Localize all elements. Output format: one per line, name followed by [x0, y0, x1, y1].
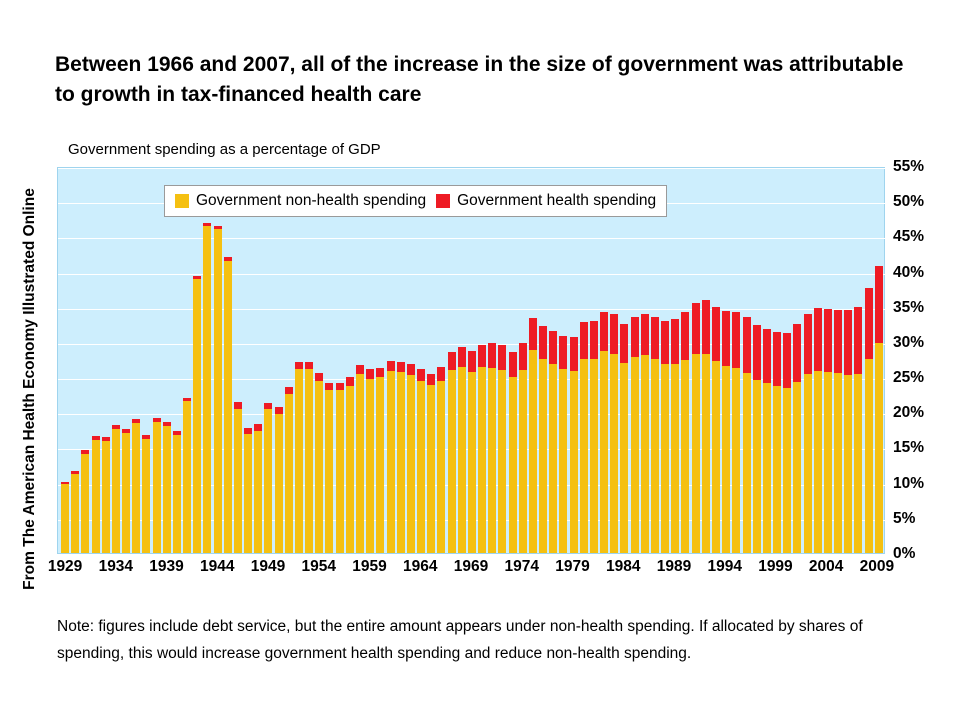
bar-segment-health: [844, 310, 852, 375]
chart-bar: [763, 329, 771, 553]
bar-segment-nonhealth: [641, 355, 649, 553]
chart-bar: [315, 373, 323, 553]
chart-bar: [834, 310, 842, 553]
bar-segment-nonhealth: [529, 350, 537, 553]
bar-segment-health: [722, 311, 730, 366]
bar-segment-health: [458, 347, 466, 367]
bar-segment-health: [498, 345, 506, 370]
bar-segment-nonhealth: [356, 374, 364, 553]
chart-bar: [356, 365, 364, 553]
bar-segment-nonhealth: [743, 373, 751, 553]
chart-bar: [783, 333, 791, 553]
legend-swatch-nonhealth-icon: [175, 194, 189, 208]
legend-item-nonhealth: [175, 192, 426, 210]
bar-segment-nonhealth: [132, 423, 140, 553]
bar-segment-nonhealth: [305, 369, 313, 553]
x-axis-tick-label: 2009: [859, 558, 895, 575]
bar-segment-health: [732, 312, 740, 368]
chart-bar: [498, 345, 506, 553]
bar-segment-nonhealth: [834, 373, 842, 553]
bar-segment-nonhealth: [814, 371, 822, 553]
bar-segment-nonhealth: [793, 382, 801, 553]
bar-segment-nonhealth: [397, 372, 405, 553]
bar-segment-nonhealth: [336, 390, 344, 553]
chart-bar: [407, 364, 415, 553]
bar-segment-health: [854, 307, 862, 373]
bar-segment-health: [549, 331, 557, 364]
bar-segment-health: [610, 314, 618, 353]
chart-bar: [549, 331, 557, 553]
chart-bar: [610, 314, 618, 553]
chart-bar: [722, 311, 730, 553]
bar-segment-nonhealth: [234, 409, 242, 553]
x-axis-tick-label: 1954: [301, 558, 337, 575]
bar-segment-nonhealth: [468, 372, 476, 553]
bar-segment-health: [437, 367, 445, 382]
bar-segment-nonhealth: [559, 369, 567, 553]
bar-segment-nonhealth: [712, 361, 720, 553]
x-axis-tick-label: 1969: [453, 558, 489, 575]
bar-segment-health: [834, 310, 842, 373]
chart-bar: [427, 374, 435, 553]
y-axis-tick-label: 45%: [893, 228, 925, 246]
chart-bar: [488, 343, 496, 553]
chart-bar: [651, 317, 659, 553]
bar-segment-health: [620, 324, 628, 363]
bar-segment-nonhealth: [722, 366, 730, 553]
chart-bar: [376, 368, 384, 553]
chart-note: Note: figures include debt service, but the entire amount appears under non-health spending. If allocated by shares of spending, this would increase government health spending and reduce non-health spending.: [57, 618, 863, 662]
chart-plot-wrapper: [57, 167, 885, 554]
bar-segment-nonhealth: [498, 370, 506, 553]
chart-bar: [773, 332, 781, 553]
chart-bar: [875, 266, 883, 553]
y-axis-tick-label: 10%: [893, 474, 925, 492]
bar-segment-nonhealth: [437, 381, 445, 553]
bar-segment-nonhealth: [346, 386, 354, 553]
chart-bar: [173, 431, 181, 553]
bar-segment-health: [488, 343, 496, 368]
bar-segment-nonhealth: [203, 226, 211, 553]
bar-segment-nonhealth: [488, 368, 496, 553]
bar-segment-nonhealth: [275, 414, 283, 553]
bar-segment-health: [519, 343, 527, 370]
chart-legend: [164, 185, 667, 217]
bar-segment-health: [681, 312, 689, 360]
chart-bar: [559, 336, 567, 553]
bar-segment-nonhealth: [570, 371, 578, 553]
bar-segment-nonhealth: [224, 261, 232, 553]
chart-bar: [264, 403, 272, 553]
bar-segment-health: [661, 321, 669, 364]
x-axis-tick-label: 1999: [758, 558, 793, 575]
chart-bar: [122, 429, 130, 553]
chart-bar: [346, 377, 354, 553]
chart-bar: [417, 369, 425, 553]
x-axis-tick-label: 1989: [656, 558, 692, 575]
bar-segment-nonhealth: [325, 390, 333, 553]
bar-segment-nonhealth: [478, 367, 486, 553]
bar-segment-nonhealth: [580, 359, 588, 553]
bar-segment-nonhealth: [427, 385, 435, 553]
chart-bar: [702, 300, 710, 553]
y-axis-tick-label: 0%: [893, 545, 916, 562]
bar-segment-nonhealth: [458, 367, 466, 553]
bar-segment-nonhealth: [610, 354, 618, 553]
bar-segment-nonhealth: [153, 422, 161, 553]
chart-bars: [58, 166, 886, 553]
legend-item-health: [436, 192, 656, 210]
chart-bar: [325, 383, 333, 553]
chart-bar: [681, 312, 689, 553]
bar-segment-health: [427, 374, 435, 385]
bar-segment-health: [712, 307, 720, 361]
bar-segment-health: [753, 325, 761, 380]
chart-bar: [814, 308, 822, 553]
bar-segment-health: [793, 324, 801, 382]
bar-segment-nonhealth: [844, 375, 852, 553]
chart-bar: [600, 312, 608, 553]
source-credit: [0, 0, 50, 720]
chart-bar: [570, 337, 578, 553]
chart-bar: [865, 288, 873, 553]
bar-segment-nonhealth: [702, 354, 710, 553]
bar-segment-health: [417, 369, 425, 380]
y-axis-tick-label: 20%: [893, 404, 925, 422]
bar-segment-nonhealth: [315, 381, 323, 553]
bar-segment-health: [539, 326, 547, 359]
bar-segment-nonhealth: [112, 429, 120, 553]
chart-bar: [671, 319, 679, 553]
bar-segment-nonhealth: [600, 351, 608, 553]
bar-segment-health: [570, 337, 578, 371]
x-axis-tick-label: 1939: [149, 558, 184, 575]
bar-segment-nonhealth: [620, 363, 628, 553]
bar-segment-nonhealth: [92, 440, 100, 553]
bar-segment-nonhealth: [376, 377, 384, 553]
bar-segment-health: [743, 317, 751, 373]
bar-segment-health: [631, 317, 639, 356]
bar-segment-nonhealth: [254, 431, 262, 553]
chart-bar: [854, 307, 862, 553]
chart-bar: [743, 317, 751, 553]
chart-bar: [366, 369, 374, 553]
chart-y-axis: [893, 160, 955, 560]
x-axis-tick-label: 1994: [707, 558, 742, 575]
chart-bar: [641, 314, 649, 553]
x-axis-tick-label: 2004: [808, 558, 844, 575]
bar-segment-health: [336, 383, 344, 391]
bar-segment-health: [580, 322, 588, 359]
chart-bar: [92, 436, 100, 553]
chart-bar: [437, 367, 445, 553]
bar-segment-health: [814, 308, 822, 371]
chart-bar: [844, 310, 852, 553]
bar-segment-health: [478, 345, 486, 368]
bar-segment-health: [285, 387, 293, 394]
bar-segment-nonhealth: [448, 370, 456, 553]
chart-bar: [793, 324, 801, 553]
bar-segment-nonhealth: [804, 374, 812, 553]
chart-bar: [620, 324, 628, 553]
bar-segment-health: [783, 333, 791, 388]
chart-bar: [732, 312, 740, 553]
bar-segment-health: [366, 369, 374, 378]
x-axis-tick-label: 1959: [352, 558, 387, 575]
bar-segment-health: [865, 288, 873, 358]
bar-segment-nonhealth: [824, 372, 832, 553]
chart-bar: [254, 424, 262, 553]
chart-bar: [275, 407, 283, 553]
bar-segment-nonhealth: [102, 441, 110, 553]
bar-segment-nonhealth: [865, 359, 873, 553]
chart-bar: [631, 317, 639, 553]
chart-bar: [305, 362, 313, 553]
bar-segment-nonhealth: [692, 354, 700, 553]
bar-segment-nonhealth: [753, 380, 761, 553]
y-axis-tick-label: 30%: [893, 333, 925, 351]
bar-segment-nonhealth: [244, 434, 252, 553]
bar-segment-nonhealth: [366, 379, 374, 554]
bar-segment-health: [275, 407, 283, 414]
x-axis-tick-label: 1964: [403, 558, 438, 575]
bar-segment-nonhealth: [417, 381, 425, 553]
bar-segment-health: [763, 329, 771, 383]
y-axis-tick-label: 25%: [893, 369, 925, 387]
bar-segment-nonhealth: [61, 484, 69, 553]
bar-segment-nonhealth: [854, 374, 862, 553]
chart-bar: [509, 352, 517, 553]
bar-segment-nonhealth: [264, 409, 272, 553]
bar-segment-nonhealth: [173, 435, 181, 553]
chart-bar: [234, 402, 242, 553]
bar-segment-nonhealth: [295, 369, 303, 553]
chart-bar: [387, 361, 395, 553]
y-axis-tick-label: 40%: [893, 263, 925, 281]
chart-bar: [163, 422, 171, 553]
x-axis-tick-label: 1949: [250, 558, 286, 575]
chart-bar: [539, 326, 547, 553]
chart-bar: [295, 362, 303, 553]
chart-bar: [458, 347, 466, 553]
chart-bar: [203, 223, 211, 553]
bar-segment-health: [641, 314, 649, 355]
bar-segment-nonhealth: [651, 359, 659, 553]
bar-segment-nonhealth: [183, 401, 191, 553]
bar-segment-health: [559, 336, 567, 369]
bar-segment-health: [448, 352, 456, 370]
chart-bar: [712, 307, 720, 553]
chart-bar: [285, 387, 293, 553]
y-axis-tick-label: 35%: [893, 298, 925, 316]
page-title: Between 1966 and 2007, all of the increase in the size of government was attributable to growth in tax-financed health care: [55, 53, 904, 106]
x-axis-tick-label: 1979: [555, 558, 590, 575]
bar-segment-nonhealth: [519, 370, 527, 553]
bar-segment-nonhealth: [407, 375, 415, 553]
chart-bar: [804, 314, 812, 553]
chart-bar: [214, 226, 222, 553]
chart-bar: [71, 471, 79, 553]
bar-segment-health: [671, 319, 679, 363]
chart-bar: [824, 309, 832, 553]
bar-segment-nonhealth: [71, 474, 79, 554]
x-axis-tick-label: 1974: [504, 558, 539, 575]
bar-segment-health: [356, 365, 364, 374]
bar-segment-health: [824, 309, 832, 372]
bar-segment-nonhealth: [509, 377, 517, 553]
legend-swatch-health-icon: [436, 194, 450, 208]
chart-bar: [244, 428, 252, 553]
bar-segment-nonhealth: [783, 388, 791, 553]
bar-segment-health: [468, 351, 476, 372]
bar-segment-nonhealth: [773, 386, 781, 553]
x-axis-tick-label: 1984: [605, 558, 641, 575]
y-axis-tick-label: 50%: [893, 193, 925, 211]
bar-segment-health: [376, 368, 384, 377]
bar-segment-health: [600, 312, 608, 351]
bar-segment-nonhealth: [590, 359, 598, 553]
bar-segment-nonhealth: [671, 364, 679, 553]
chart-subtitle: Government spending as a percentage of GDP: [68, 141, 381, 158]
bar-segment-health: [651, 317, 659, 359]
bar-segment-nonhealth: [539, 359, 547, 553]
bar-segment-nonhealth: [681, 360, 689, 554]
chart-bar: [519, 343, 527, 553]
bar-segment-health: [804, 314, 812, 375]
bar-segment-health: [702, 300, 710, 353]
bar-segment-health: [346, 377, 354, 385]
bar-segment-nonhealth: [122, 433, 130, 553]
legend-label-nonhealth: Government non-health spending: [196, 192, 427, 209]
legend-label-health: Government health spending: [457, 192, 657, 209]
bar-segment-nonhealth: [387, 371, 395, 553]
chart-bar: [61, 482, 69, 553]
chart-bar: [193, 276, 201, 553]
chart-bar: [224, 257, 232, 553]
chart-bar: [661, 321, 669, 553]
bar-segment-health: [325, 383, 333, 391]
chart-plot-area: [57, 167, 885, 554]
chart-bar: [529, 318, 537, 553]
bar-segment-nonhealth: [214, 229, 222, 553]
chart-bar: [183, 398, 191, 554]
bar-segment-nonhealth: [549, 364, 557, 553]
chart-bar: [590, 321, 598, 553]
x-axis-tick-label: 1929: [47, 558, 83, 575]
chart-bar: [580, 322, 588, 553]
y-axis-tick-label: 55%: [893, 158, 925, 175]
chart-bar: [468, 351, 476, 553]
chart-bar: [753, 325, 761, 553]
chart-bar: [112, 425, 120, 553]
chart-bar: [102, 437, 110, 553]
x-axis-tick-label: 1934: [98, 558, 134, 575]
bar-segment-health: [397, 362, 405, 373]
bar-segment-nonhealth: [285, 394, 293, 553]
bar-segment-health: [305, 362, 313, 369]
chart-bar: [336, 383, 344, 553]
chart-bar: [397, 362, 405, 553]
bar-segment-health: [295, 362, 303, 369]
chart-bar: [692, 303, 700, 553]
bar-segment-nonhealth: [81, 454, 89, 553]
bar-segment-health: [590, 321, 598, 359]
source-credit-text: From The American Health Economy Illustrated Online: [21, 188, 38, 590]
bar-segment-nonhealth: [661, 364, 669, 553]
bar-segment-health: [407, 364, 415, 375]
chart-bar: [142, 435, 150, 553]
chart-bar: [153, 418, 161, 553]
y-axis-tick-label: 15%: [893, 439, 925, 457]
bar-segment-health: [529, 318, 537, 350]
chart-bar: [448, 352, 456, 553]
y-axis-tick-label: 5%: [893, 509, 916, 527]
bar-segment-health: [692, 303, 700, 354]
bar-segment-health: [387, 361, 395, 371]
gridline: [58, 555, 886, 556]
bar-segment-health: [773, 332, 781, 386]
bar-segment-nonhealth: [193, 279, 201, 553]
bar-segment-health: [875, 266, 883, 343]
x-axis-tick-label: 1944: [200, 558, 235, 575]
bar-segment-nonhealth: [732, 368, 740, 553]
bar-segment-nonhealth: [163, 426, 171, 553]
bar-segment-health: [315, 373, 323, 381]
chart-x-axis: [47, 558, 895, 582]
chart-bar: [81, 450, 89, 553]
bar-segment-health: [509, 352, 517, 377]
bar-segment-nonhealth: [631, 357, 639, 553]
chart-bar: [132, 419, 140, 553]
bar-segment-nonhealth: [763, 383, 771, 553]
bar-segment-nonhealth: [142, 439, 150, 553]
bar-segment-nonhealth: [875, 343, 883, 553]
chart-bar: [478, 345, 486, 553]
